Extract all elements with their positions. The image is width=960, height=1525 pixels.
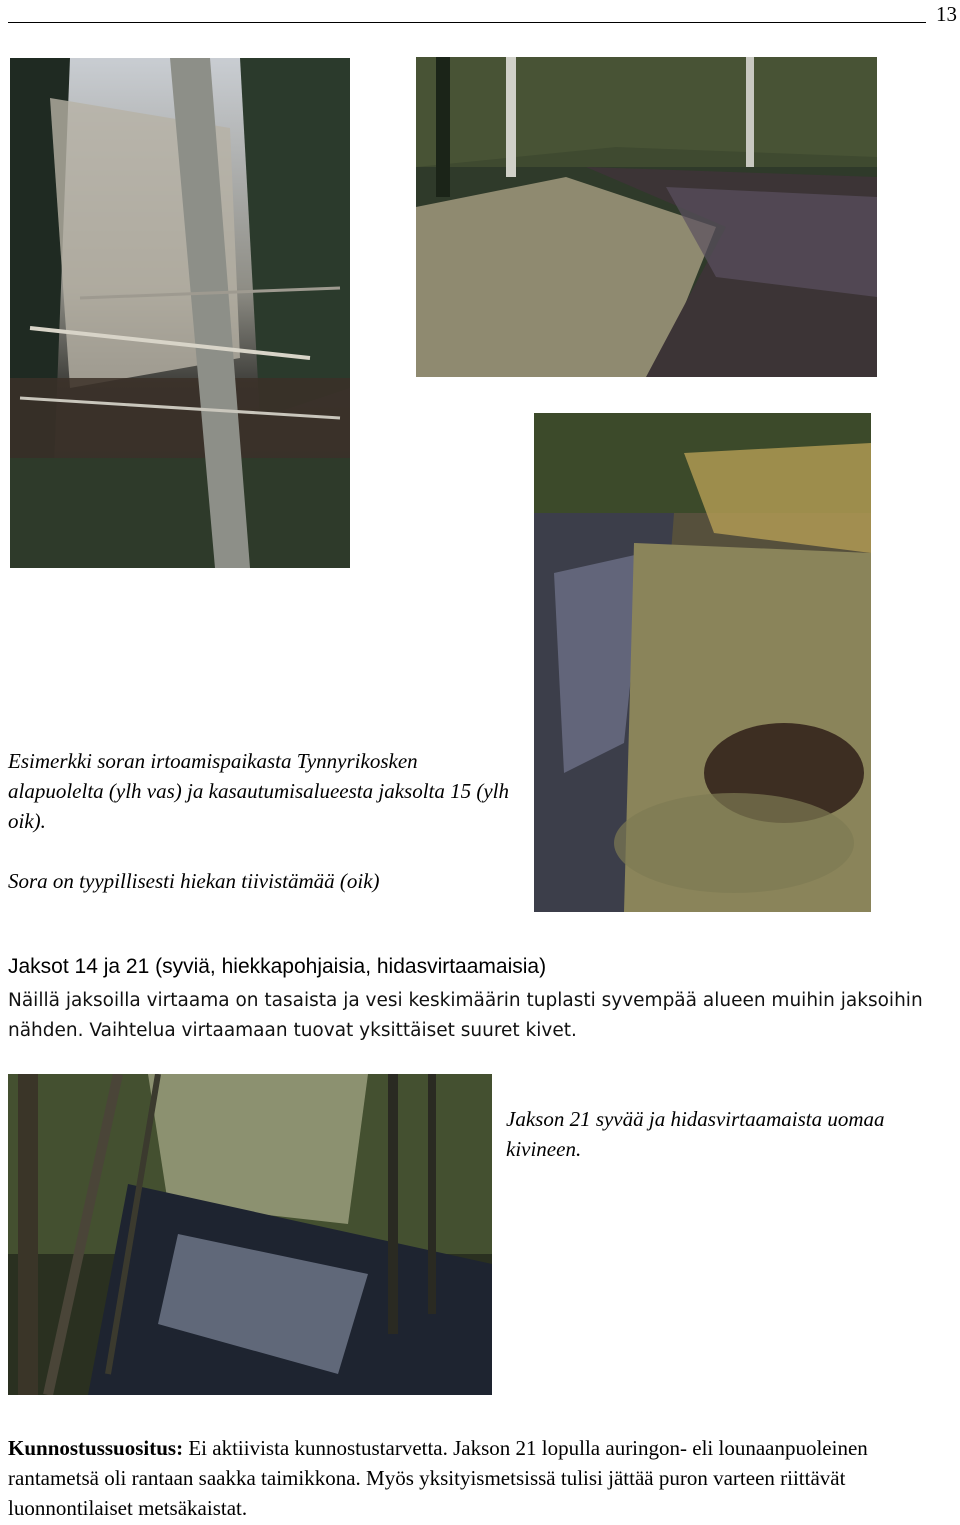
caption-gravel-text: Esimerkki soran irtoamispaikasta Tynnyrikosken alapuolelta (ylh vas) ja kasautumisalueesta jaksolta 15 (ylh oik).	[8, 749, 510, 833]
recommendation-text: Ei aktiivista kunnostustarvetta. Jakson 21 lopulla auringon- eli lounaanpuoleinen rantametsä oli rantaan saakka taimikkona. Myös yksityismetsissä tulisi jättää puron varteen riittävät luonnontilaiset metsäkaistat.	[8, 1436, 868, 1520]
recommendation-label: Kunnostussuositus:	[8, 1436, 184, 1460]
section-heading: Jaksot 14 ja 21 (syviä, hiekkapohjaisia, hidasvirtaamaisia)	[8, 955, 547, 978]
caption-gravel-note-text: Sora on tyypillisesti hiekan tiivistämää (oik)	[8, 869, 380, 893]
caption-deep	[506, 1104, 926, 1164]
photo-deep-stream	[8, 1074, 492, 1395]
page-number: 13	[936, 2, 957, 26]
header-rule	[8, 22, 926, 23]
recommendation	[8, 1433, 943, 1523]
section-body: Näillä jaksoilla virtaama on tasaista ja vesi keskimäärin tuplasti syvempää alueen muihin jaksoihin nähden. Vaihtelua virtaamaan tuovat yksittäiset suuret kivet.	[8, 990, 923, 1041]
photo-gravel-accumulation	[416, 57, 877, 377]
photo-gravel-erosion	[10, 58, 350, 568]
caption-gravel	[8, 746, 518, 836]
photo-sand-compacted-gravel	[534, 413, 871, 912]
caption-deep-text: Jakson 21 syvää ja hidasvirtaamaista uomaa kivineen.	[506, 1107, 885, 1161]
caption-gravel-note	[8, 866, 518, 896]
